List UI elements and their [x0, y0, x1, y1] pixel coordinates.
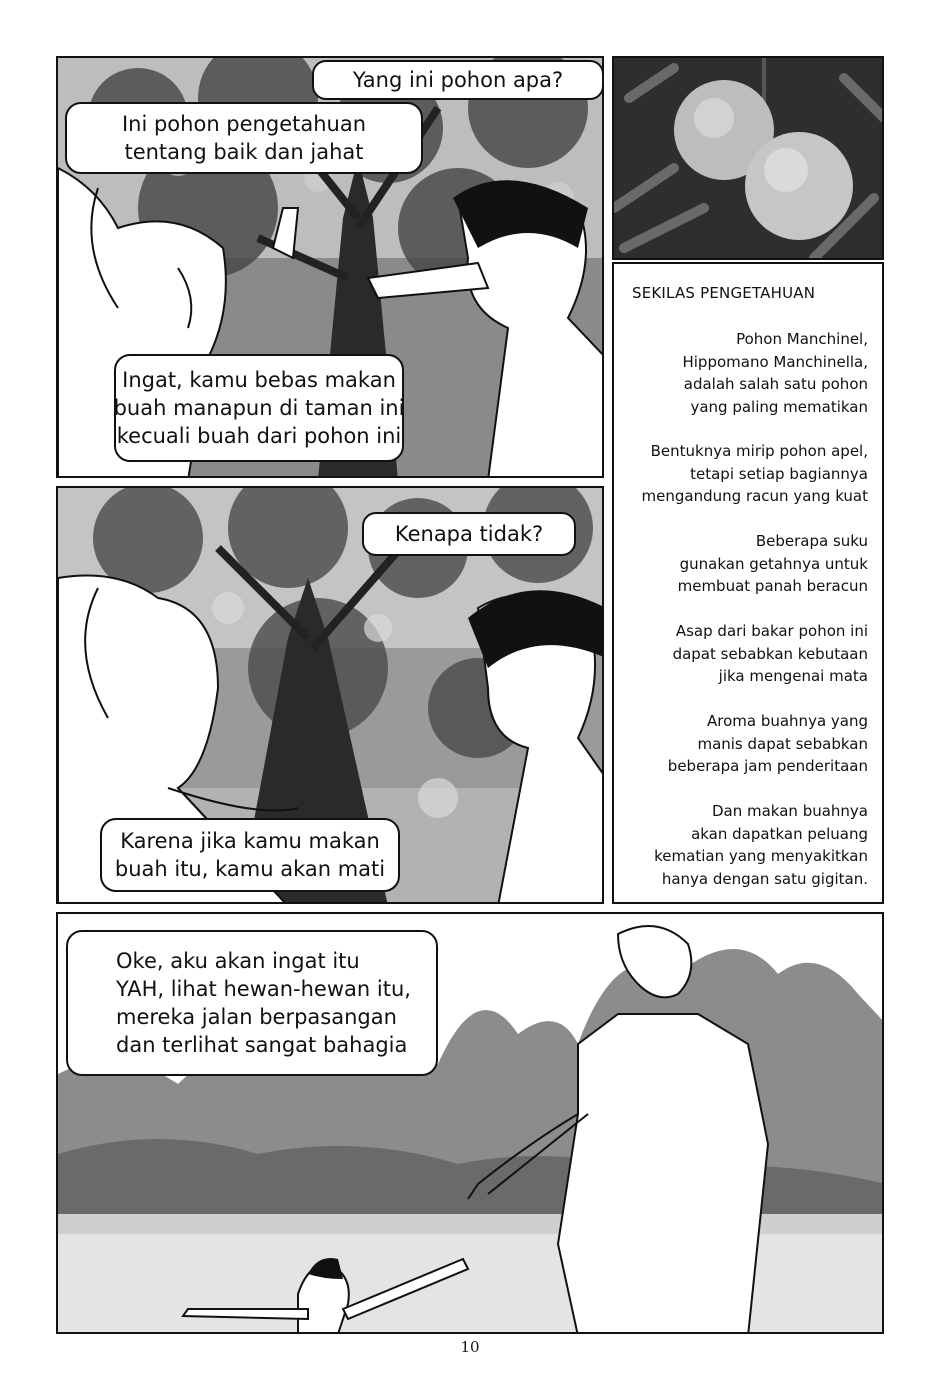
- info-line: akan dapatkan peluang: [691, 824, 868, 843]
- panel-1: [56, 56, 604, 478]
- bubble-text-line: Ingat, kamu bebas makan: [122, 368, 396, 392]
- speech-bubble-man: [100, 818, 400, 892]
- info-line: Bentuknya mirip pohon apel,: [650, 442, 868, 460]
- info-paragraph: [678, 530, 868, 598]
- info-line: tetapi setiap bagiannya: [690, 464, 868, 483]
- bubble-text-line: Karena jika kamu makan: [120, 829, 380, 853]
- bubble-text-line: mereka jalan berpasangan: [116, 1005, 397, 1029]
- speech-bubble-man-bottom: [114, 354, 404, 462]
- bubble-text-line: Oke, aku akan ingat itu: [116, 949, 360, 973]
- info-paragraph: [682, 328, 868, 418]
- bubble-text-line: YAH, lihat hewan-hewan itu,: [116, 977, 411, 1001]
- info-line: gunakan getahnya untuk: [679, 554, 868, 573]
- info-paragraph: [654, 800, 868, 890]
- info-line: adalah salah satu pohon: [683, 375, 868, 393]
- info-line: dapat sebabkan kebutaan: [672, 644, 868, 663]
- bubble-text-line: buah manapun di taman ini: [113, 396, 405, 420]
- info-box: [612, 262, 884, 904]
- info-line: Hippomano Manchinella,: [682, 352, 868, 371]
- info-line: kematian yang menyakitkan: [654, 847, 868, 865]
- panel-2: [56, 486, 604, 904]
- speech-bubble-boy: [362, 512, 576, 556]
- info-line: beberapa jam penderitaan: [667, 757, 868, 775]
- info-line: manis dapat sebabkan: [697, 734, 868, 753]
- bubble-text: Yang ini pohon apa?: [352, 68, 564, 92]
- bubble-text-line: dan terlihat sangat bahagia: [116, 1033, 408, 1057]
- info-paragraph: [642, 440, 868, 508]
- manchineel-fruit-image: [614, 58, 884, 260]
- info-line: Pohon Manchinel,: [736, 330, 868, 348]
- info-line: Dan makan buahnya: [711, 802, 868, 820]
- info-line: Aroma buahnya yang: [706, 712, 868, 730]
- speech-bubble-boy: [66, 930, 438, 1076]
- panel-3: [56, 912, 884, 1334]
- speech-bubble-boy: [312, 60, 604, 100]
- bubble-text-line: kecuali buah dari pohon ini: [116, 424, 402, 448]
- bubble-text-line: tentang baik dan jahat: [124, 140, 364, 164]
- info-line: yang paling mematikan: [690, 397, 868, 416]
- fruit-photo-panel: [612, 56, 884, 260]
- info-line: mengandung racun yang kuat: [641, 487, 868, 505]
- bubble-text-line: Ini pohon pengetahuan: [121, 112, 367, 136]
- bubble-text-line: buah itu, kamu akan mati: [114, 857, 386, 881]
- info-paragraph: [668, 710, 868, 778]
- speech-bubble-man-top: [65, 102, 423, 174]
- info-line: Beberapa suku: [755, 532, 868, 550]
- info-paragraph: [673, 620, 868, 688]
- info-line: jika mengenai mata: [718, 667, 868, 685]
- info-line: hanya dengan satu gigitan.: [661, 869, 868, 888]
- info-line: membuat panah beracun: [677, 577, 868, 595]
- info-line: Asap dari bakar pohon ini: [675, 622, 868, 640]
- bubble-text: Kenapa tidak?: [394, 522, 544, 546]
- page-number: 10: [460, 1338, 480, 1356]
- info-heading: SEKILAS PENGETAHUAN: [632, 284, 816, 302]
